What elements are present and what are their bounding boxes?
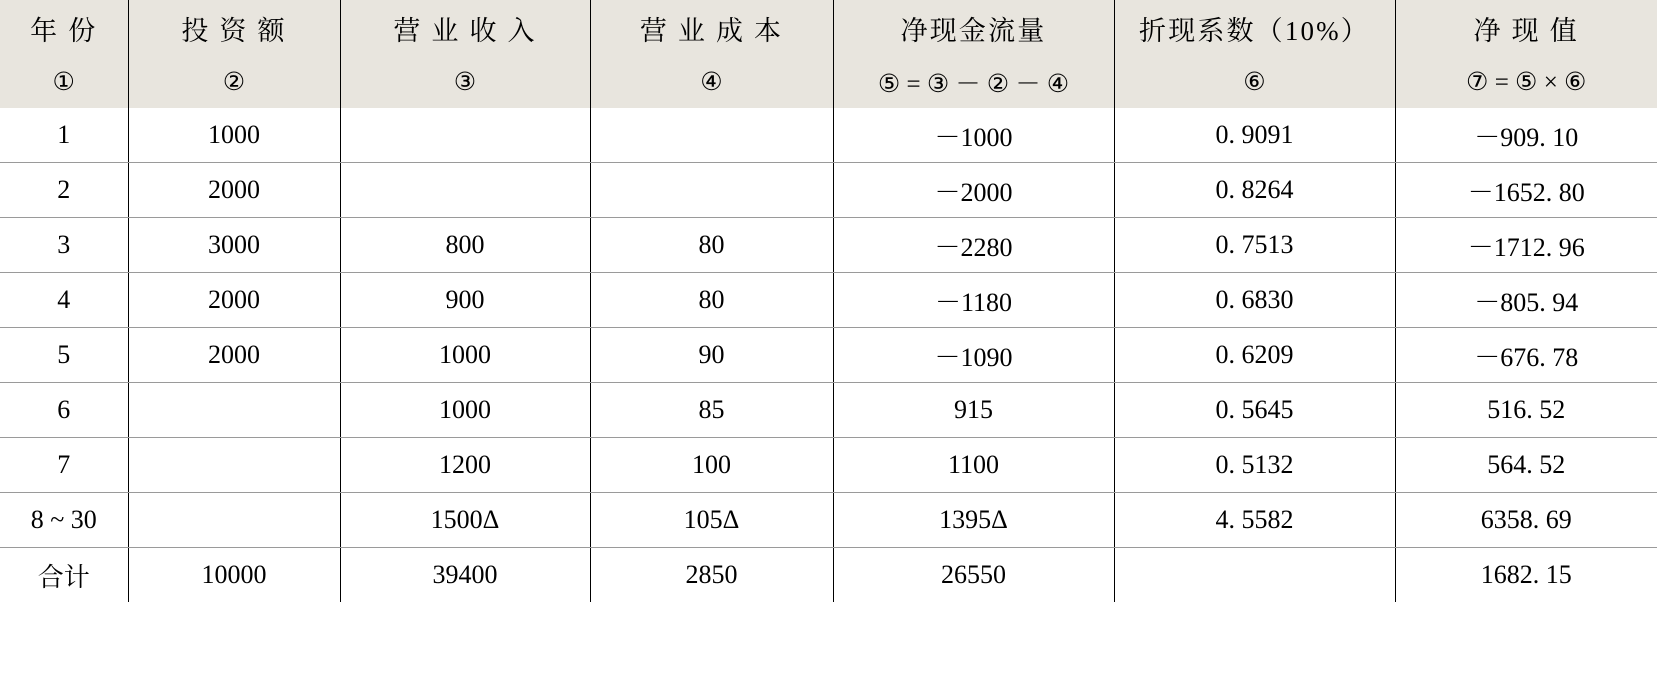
table-row (0, 163, 1657, 218)
cell-cost: 90 (590, 328, 833, 383)
cell-cost: 100 (590, 438, 833, 493)
subheader-npv: ⑦ = ⑤ × ⑥ (1395, 56, 1657, 108)
subheader-investment: ② (128, 56, 340, 108)
cell-net-cash-flow: －1180 (833, 273, 1114, 328)
cell-discount-factor: 0. 9091 (1114, 108, 1395, 163)
cell-investment: 2000 (128, 163, 340, 218)
cell-net-cash-flow: －1000 (833, 108, 1114, 163)
cell-revenue (340, 108, 590, 163)
column-header-npv: 净 现 值 (1395, 0, 1657, 56)
cell-investment (128, 493, 340, 548)
column-header-revenue: 营 业 收 入 (340, 0, 590, 56)
column-header-investment: 投 资 额 (128, 0, 340, 56)
cell-cost: 105Δ (590, 493, 833, 548)
cell-investment: 10000 (128, 548, 340, 603)
cell-discount-factor: 0. 7513 (1114, 218, 1395, 273)
cell-cost (590, 163, 833, 218)
cell-discount-factor: 4. 5582 (1114, 493, 1395, 548)
cell-year: 7 (0, 438, 128, 493)
cell-revenue: 800 (340, 218, 590, 273)
table-row (0, 383, 1657, 438)
cell-cost: 80 (590, 218, 833, 273)
cell-npv: －1712. 96 (1395, 218, 1657, 273)
cell-year: 8 ~ 30 (0, 493, 128, 548)
cell-npv: －909. 10 (1395, 108, 1657, 163)
cell-year: 4 (0, 273, 128, 328)
cell-npv: 564. 52 (1395, 438, 1657, 493)
cell-net-cash-flow: －2280 (833, 218, 1114, 273)
subheader-year: ① (0, 56, 128, 108)
cell-revenue: 1500Δ (340, 493, 590, 548)
cell-investment (128, 438, 340, 493)
table-row (0, 273, 1657, 328)
cell-net-cash-flow: 26550 (833, 548, 1114, 603)
cell-discount-factor (1114, 548, 1395, 603)
subheader-cost: ④ (590, 56, 833, 108)
cell-npv: 516. 52 (1395, 383, 1657, 438)
table-row (0, 108, 1657, 163)
subheader-discount-factor: ⑥ (1114, 56, 1395, 108)
cell-net-cash-flow: 1100 (833, 438, 1114, 493)
cell-year: 6 (0, 383, 128, 438)
cell-discount-factor: 0. 8264 (1114, 163, 1395, 218)
column-header-cost: 营 业 成 本 (590, 0, 833, 56)
cell-year: 5 (0, 328, 128, 383)
column-header-discount-factor: 折现系数（10%） (1114, 0, 1395, 56)
cell-investment: 2000 (128, 328, 340, 383)
cell-revenue: 1000 (340, 383, 590, 438)
cell-npv: －805. 94 (1395, 273, 1657, 328)
cell-cost: 80 (590, 273, 833, 328)
cell-cost (590, 108, 833, 163)
subheader-revenue: ③ (340, 56, 590, 108)
table-total-row (0, 548, 1657, 603)
cell-year: 合计 (0, 548, 128, 603)
cell-revenue (340, 163, 590, 218)
cell-discount-factor: 0. 6209 (1114, 328, 1395, 383)
table-subheader-row (0, 56, 1657, 108)
column-header-net-cash-flow: 净现金流量 (833, 0, 1114, 56)
cell-revenue: 39400 (340, 548, 590, 603)
table-row (0, 218, 1657, 273)
cell-revenue: 1200 (340, 438, 590, 493)
cell-year: 3 (0, 218, 128, 273)
cell-net-cash-flow: －2000 (833, 163, 1114, 218)
table-row (0, 328, 1657, 383)
cell-net-cash-flow: 1395Δ (833, 493, 1114, 548)
cell-revenue: 900 (340, 273, 590, 328)
cell-discount-factor: 0. 5132 (1114, 438, 1395, 493)
cell-npv: －1652. 80 (1395, 163, 1657, 218)
cell-npv: －676. 78 (1395, 328, 1657, 383)
cell-revenue: 1000 (340, 328, 590, 383)
cell-investment: 1000 (128, 108, 340, 163)
cell-npv: 6358. 69 (1395, 493, 1657, 548)
cell-npv: 1682. 15 (1480, 560, 1572, 589)
cell-year: 1 (0, 108, 128, 163)
cell-year: 2 (0, 163, 128, 218)
cell-investment (128, 383, 340, 438)
column-header-year: 年 份 (0, 0, 128, 56)
cell-investment: 3000 (128, 218, 340, 273)
table-row (0, 438, 1657, 493)
cell-net-cash-flow: 915 (833, 383, 1114, 438)
cell-cost: 2850 (590, 548, 833, 603)
table-row (0, 493, 1657, 548)
cell-net-cash-flow: －1090 (833, 328, 1114, 383)
cell-discount-factor: 0. 6830 (1114, 273, 1395, 328)
cell-investment: 2000 (128, 273, 340, 328)
cell-cost: 85 (590, 383, 833, 438)
cell-discount-factor: 0. 5645 (1114, 383, 1395, 438)
subheader-net-cash-flow: ⑤ = ③ － ② － ④ (833, 56, 1114, 108)
table-header-row (0, 0, 1657, 56)
